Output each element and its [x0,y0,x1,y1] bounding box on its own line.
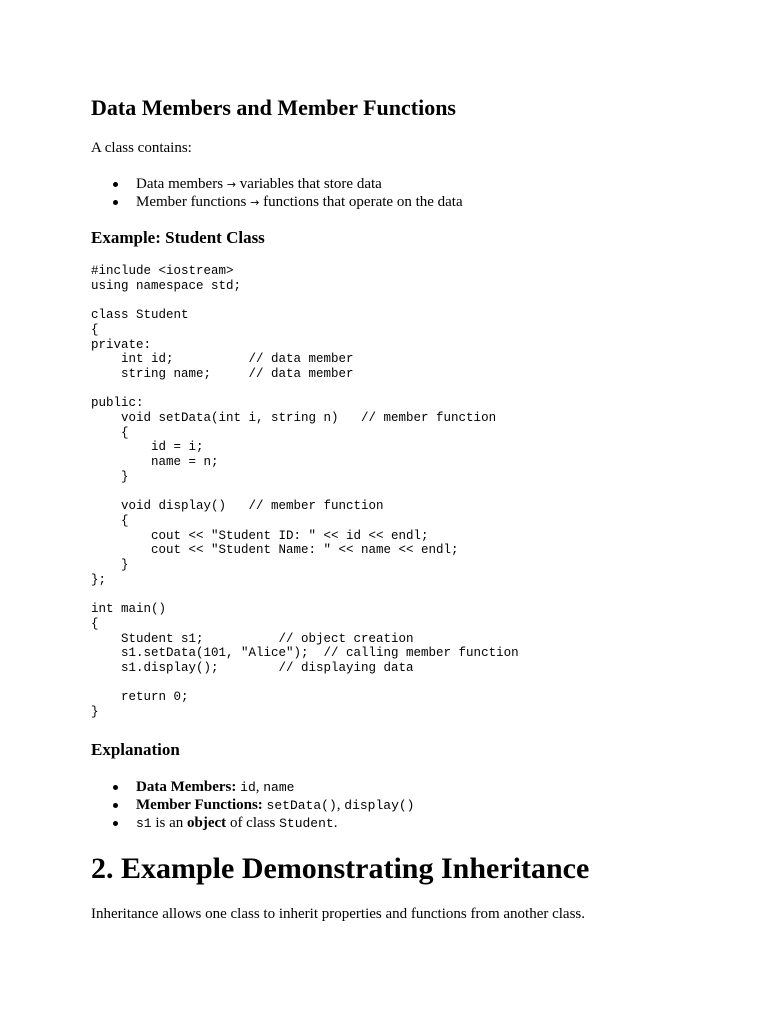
list-item: Data Members: id, name [91,778,414,796]
list-item: s1 is an object of class Student. [91,814,414,832]
explanation-heading: Explanation [91,740,180,759]
list-item: Data members → variables that store data [91,175,463,193]
bullet-icon [113,182,118,187]
code-block: #include <iostream> using namespace std; class Student { private: int id; // data member string name; // data member public: void setData(int i, string n) // member function { id = i; name = n; } void display() // member function { cout << "Student ID: " << id << endl; cout << "Student Name: " << name << endl; } }; int main() { Student s1; // object creation s1.setData(101, "Alice"); // calling member function s1.display(); // displaying data return 0; } [91,264,519,720]
bullet-icon [113,803,118,808]
next-section-title: 2. Example Demonstrating Inheritance [91,852,590,885]
bullet-icon [113,200,118,205]
bullet-icon [113,821,118,826]
example-heading: Example: Student Class [91,228,265,247]
class-contents-list [91,175,463,211]
arrow-right-icon: → [226,178,237,191]
bullet-icon [113,785,118,790]
intro-text: A class contains: [91,140,192,156]
section-title: Data Members and Member Functions [91,95,456,120]
list-item: Member Functions: setData(), display() [91,796,414,814]
explanation-list [91,778,414,832]
arrow-right-icon: → [250,196,260,209]
next-section-text: Inheritance allows one class to inherit properties and functions from another class. [91,906,586,922]
list-item: Member functions → functions that operate on the data [91,193,463,211]
